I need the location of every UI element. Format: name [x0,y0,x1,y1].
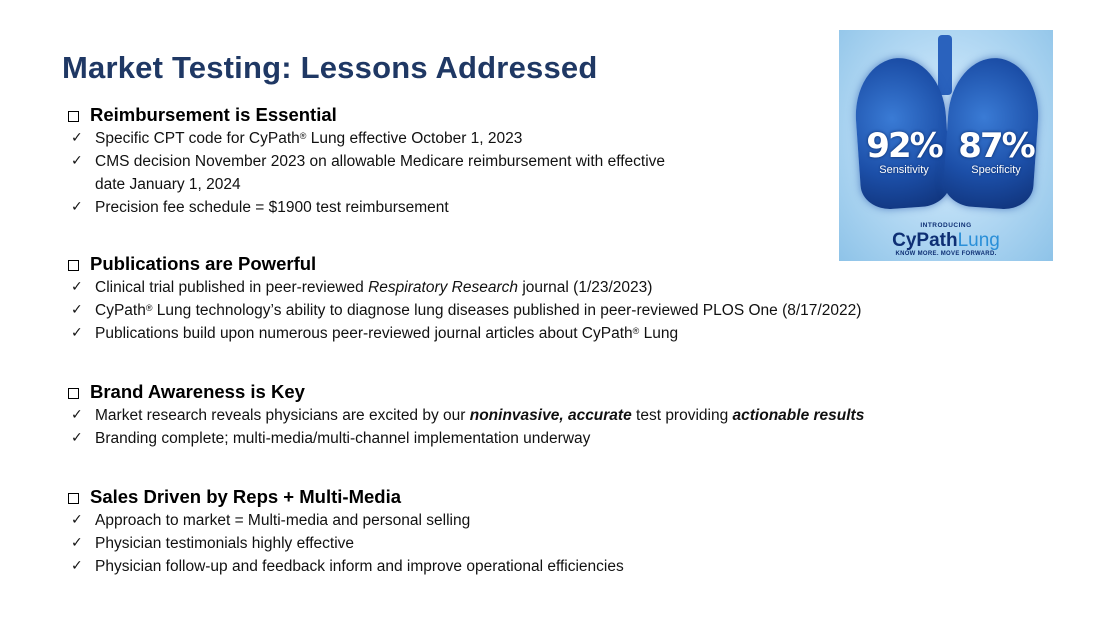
checkbox-square-icon [68,111,79,122]
section-heading: Brand Awareness is Key [68,380,864,404]
tagline: KNOW MORE. MOVE FORWARD. [895,251,997,257]
checkmark-icon: ✓ [71,430,83,446]
checkmark-icon: ✓ [71,558,83,574]
section-heading: Sales Driven by Reps + Multi-Media [68,485,624,509]
checkmark-icon: ✓ [71,199,83,215]
checkmark-icon: ✓ [71,512,83,528]
list-item: ✓ Clinical trial published in peer-reviewed Respiratory Research journal (1/23/2023) [68,276,861,299]
brand-logo: CyPathLung [892,230,1000,251]
list-item: ✓ Specific CPT code for CyPath® Lung effective October 1, 2023 [68,127,665,150]
checkbox-square-icon [68,493,79,504]
section-reimbursement [68,103,665,219]
list-item: ✓ Approach to market = Multi-media and personal selling [68,509,624,532]
checkbox-square-icon [68,260,79,271]
slide-title: Market Testing: Lessons Addressed [62,50,598,85]
list-item: ✓ Publications build upon numerous peer-reviewed journal articles about CyPath® Lung [68,322,861,345]
checkmark-icon: ✓ [71,302,83,318]
section-publications [68,252,861,345]
specificity-stat: 87% Specificity [958,126,1034,176]
list-item: ✓ Physician follow-up and feedback inform and improve operational efficiencies [68,555,624,578]
list-item: ✓ Branding complete; multi-media/multi-channel implementation underway [68,427,864,450]
checkmark-icon: ✓ [71,153,83,169]
trachea-graphic [938,35,952,95]
checkmark-icon: ✓ [71,325,83,341]
list-item: ✓ Precision fee schedule = $1900 test reimbursement [68,196,665,219]
section-heading: Publications are Powerful [68,252,861,276]
list-item: ✓ CyPath® Lung technology’s ability to diagnose lung diseases published in peer-reviewed PLOS One (8/17/2022) [68,299,861,322]
list-item: ✓ Physician testimonials highly effective [68,532,624,555]
list-item: ✓ Market research reveals physicians are excited by our noninvasive, accurate test providing actionable results [68,404,864,427]
section-sales [68,485,624,578]
section-brand-awareness [68,380,864,450]
section-heading: Reimbursement is Essential [68,103,665,127]
cypath-lung-promo-image [839,30,1053,261]
list-item: ✓ CMS decision November 2023 on allowable Medicare reimbursement with effective date January 1, 2024 [68,150,665,196]
checkmark-icon: ✓ [71,407,83,423]
checkmark-icon: ✓ [71,535,83,551]
checkmark-icon: ✓ [71,130,83,146]
sensitivity-stat: 92% Sensitivity [866,126,942,176]
checkbox-square-icon [68,388,79,399]
checkmark-icon: ✓ [71,279,83,295]
intro-label: INTRODUCING [920,222,972,229]
